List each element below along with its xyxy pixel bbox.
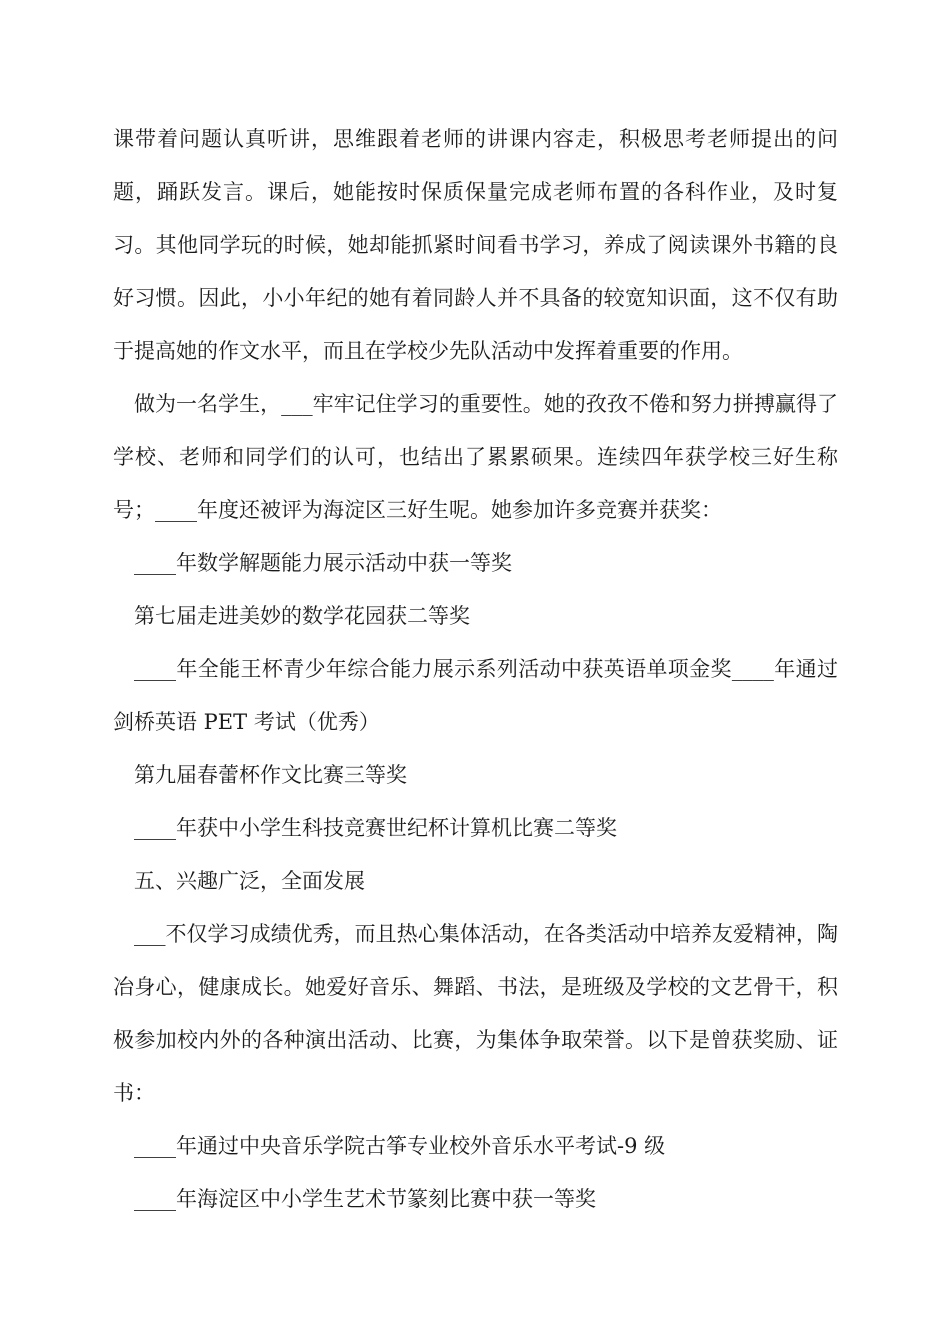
award-item-guzheng: ____年通过中央音乐学院古筝专业校外音乐水平考试-9 级 — [134, 1134, 666, 1158]
award-item-math: ____年数学解题能力展示活动中获一等奖 — [134, 551, 512, 575]
award-item-math-garden: 第七届走进美妙的数学花园获二等奖 — [134, 604, 470, 628]
paragraph-achievements-intro: 做为一名学生，___牢牢记住学习的重要性。她的孜孜不倦和努力拼搏赢得了学校、老师和同学们的认可，也结出了累累硕果。连续四年获学校三好生称号；____年度还被评为海淀区三好生呢。她参加许多竞赛并获奖： — [113, 392, 838, 522]
award-item-seal-carving: ____年海淀区中小学生艺术节篆刻比赛中获一等奖 — [134, 1187, 596, 1211]
document-body — [113, 113, 838, 1226]
award-item-english: ____年全能王杯青少年综合能力展示系列活动中获英语单项金奖____年通过剑桥英语 PET 考试（优秀） — [113, 657, 838, 734]
paragraph-interests: ___不仅学习成绩优秀，而且热心集体活动，在各类活动中培养友爱精神，陶冶身心，健康成长。她爱好音乐、舞蹈、书法，是班级及学校的文艺骨干，积极参加校内外的各种演出活动、比赛，为集体争取荣誉。以下是曾获奖励、证书： — [113, 922, 838, 1105]
section-heading-interests: 五、兴趣广泛，全面发展 — [134, 869, 365, 893]
award-item-computer: ____年获中小学生科技竞赛世纪杯计算机比赛二等奖 — [134, 816, 617, 840]
paragraph-study-habits: 课带着问题认真听讲，思维跟着老师的讲课内容走，积极思考老师提出的问题，踊跃发言。课后，她能按时保质保量完成老师布置的各科作业，及时复习。其他同学玩的时候，她却能抓紧时间看书学习，养成了阅读课外书籍的良好习惯。因此，小小年纪的她有着同龄人并不具备的较宽知识面，这不仅有助于提高她的作文水平，而且在学校少先队活动中发挥着重要的作用。 — [113, 127, 838, 363]
award-item-essay: 第九届春蕾杯作文比赛三等奖 — [134, 763, 407, 787]
